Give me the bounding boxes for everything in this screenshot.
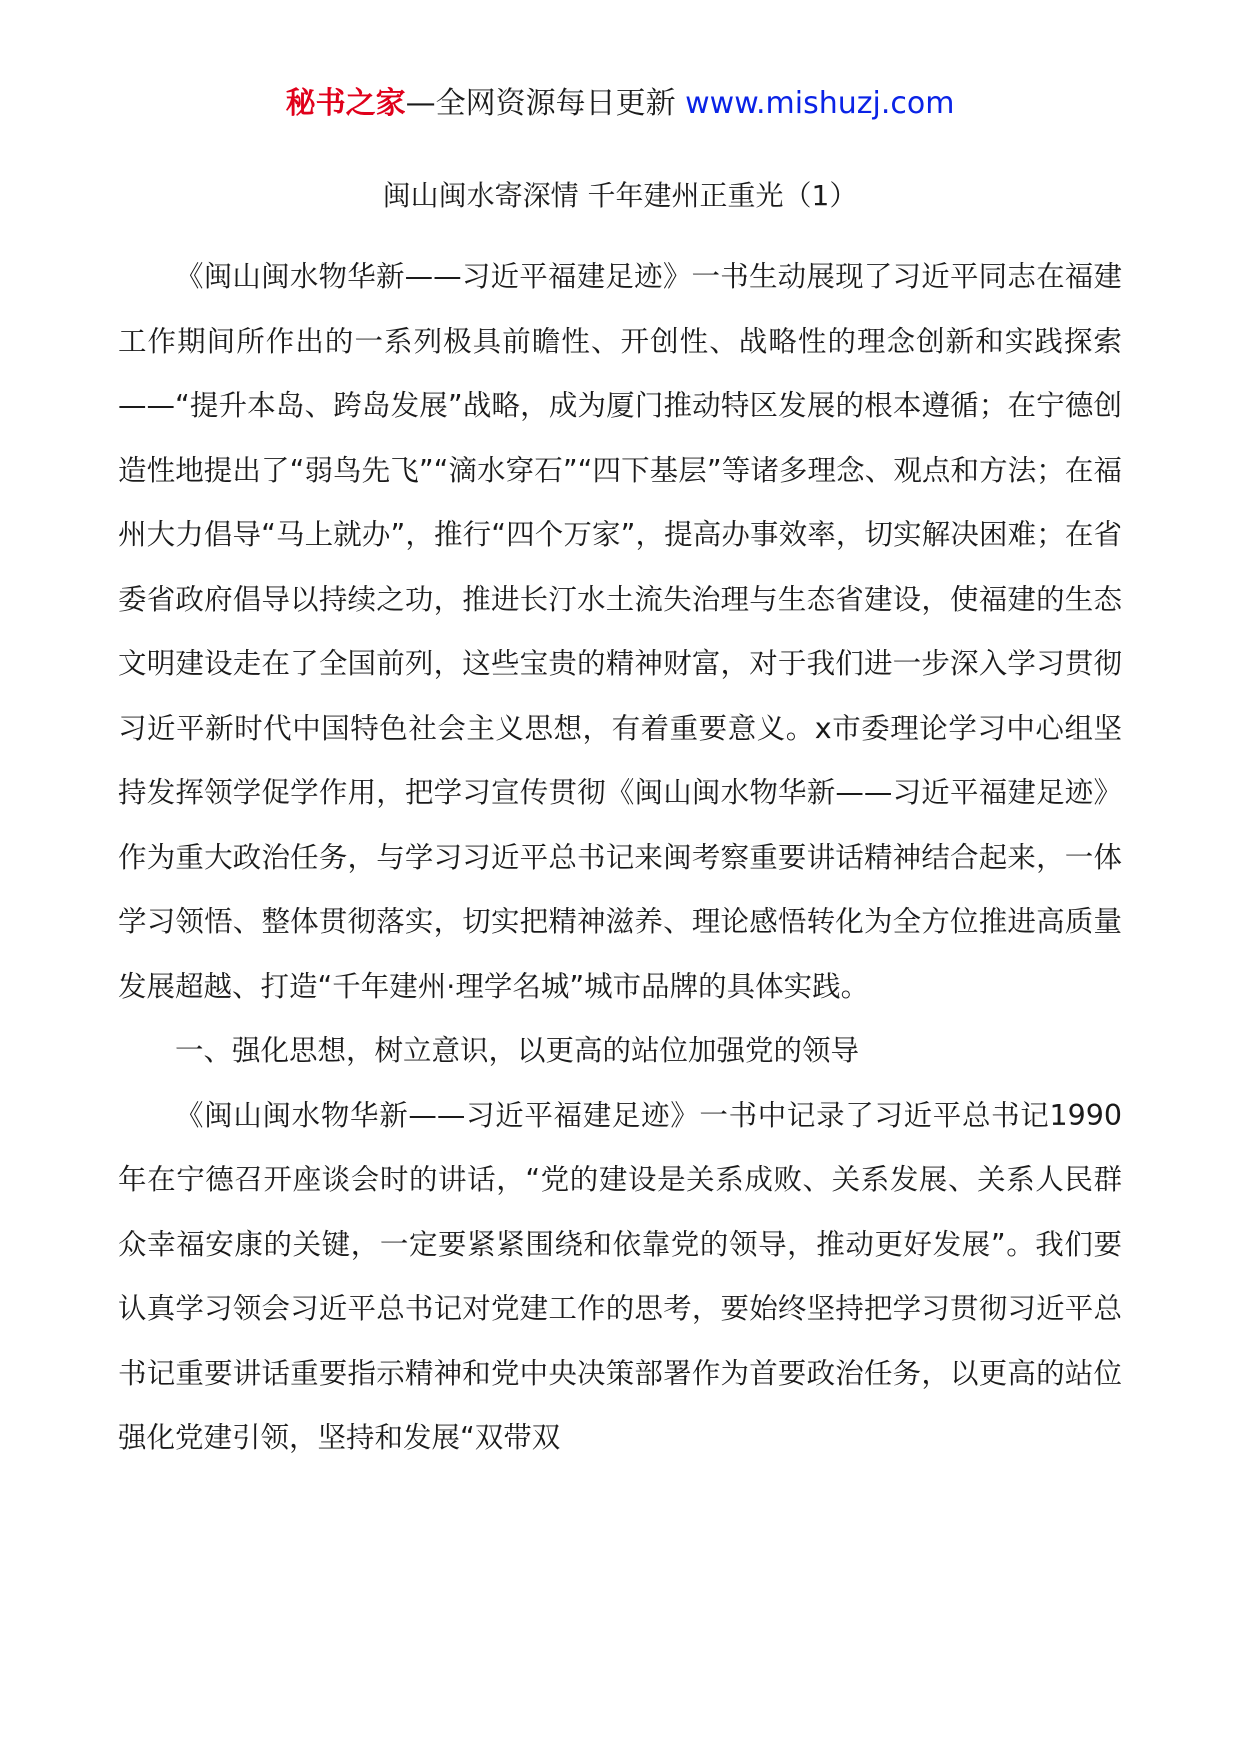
section-heading-1: 一、强化思想，树立意识，以更高的站位加强党的领导: [175, 1034, 860, 1067]
paragraph-intro: 《闽山闽水物华新——习近平福建足迹》一书生动展现了习近平同志在福建工作期间所作出的一系列极具前瞻性、开创性、战略性的理念创新和实践探索——“提升本岛、跨岛发展”战略，成为厦门推动特区发展的根本遵循；在宁德创造性地提出了“弱鸟先飞”“滴水穿石”“四下基层”等诸多理念、观点和方法；在福州大力倡导“马上就办”，推行“四个万家”，提高办事效率，切实解决困难；在省委省政府倡导以持续之功，推进长汀水土流失治理与生态省建设，使福建的生态文明建设走在了全国前列，这些宝贵的精神财富，对于我们进一步深入学习贯彻习近平新时代中国特色社会主义思想，有着重要意义。x市委理论学习中心组坚持发挥领学促学作用，把学习宣传贯彻《闽山闽水物华新——习近平福建足迹》作为重大政治任务，与学习习近平总书记来闽考察重要讲话精神结合起来，一体学习领悟、整体贯彻落实，切实把精神滋养、理论感悟转化为全方位推进高质量发展超越、打造“千年建州·理学名城”城市品牌的具体实践。: [118, 260, 1122, 1003]
header-tagline: —全网资源每日更新: [405, 86, 676, 121]
document-title: 闽山闽水寄深情 千年建州正重光（1）: [382, 179, 858, 212]
paragraph-section-1: 《闽山闽水物华新——习近平福建足迹》一书中记录了习近平总书记1990年在宁德召开座谈会时的讲话，“党的建设是关系成败、关系发展、关系人民群众幸福安康的关键，一定要紧紧围绕和依靠党的领导，推动更好发展”。我们要认真学习领会习近平总书记对党建工作的思考，要始终坚持把学习贯彻习近平总书记重要讲话重要指示精神和党中央决策部署作为首要政治任务，以更高的站位强化党建引领，坚持和发展“双带双: [118, 1098, 1122, 1454]
site-url-link[interactable]: www.mishuzj.com: [685, 86, 955, 121]
site-header: [0, 84, 1240, 124]
document-body: [118, 245, 1122, 1471]
brand-name: 秘书之家: [285, 86, 406, 121]
